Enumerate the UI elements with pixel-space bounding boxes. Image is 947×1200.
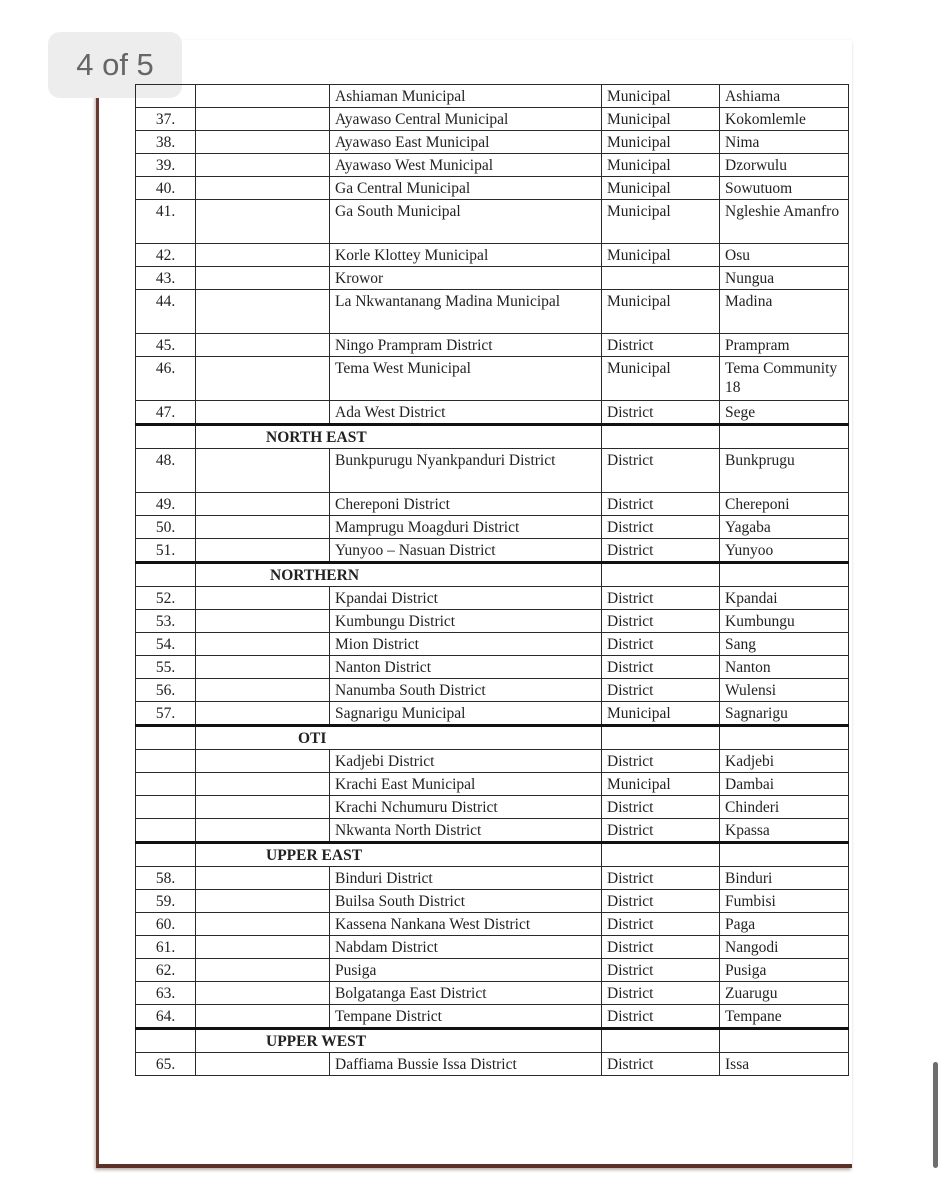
assembly-name-cell: Ada West District [330, 401, 602, 425]
region-heading: NORTHERN [196, 563, 602, 587]
district-capital-cell: Binduri [720, 867, 849, 890]
assembly-name-cell: Yunyoo – Nasuan District [330, 539, 602, 563]
row-number-cell [136, 773, 196, 796]
district-capital-cell: Yagaba [720, 516, 849, 539]
assembly-name-cell: Bunkpurugu Nyankpanduri District [330, 449, 602, 493]
blank-cell [196, 773, 330, 796]
row-number-cell: 61. [136, 936, 196, 959]
table-row [136, 493, 849, 516]
assembly-category-cell: District [602, 936, 720, 959]
assembly-category-cell: Municipal [602, 177, 720, 200]
district-capital-cell: Madina [720, 290, 849, 334]
district-capital-cell: Sagnarigu [720, 702, 849, 726]
row-number-cell: 54. [136, 633, 196, 656]
region-heading: UPPER WEST [196, 1029, 602, 1053]
table-row [136, 936, 849, 959]
assembly-category-cell: District [602, 796, 720, 819]
assembly-category-cell: District [602, 819, 720, 843]
district-capital-cell: Dambai [720, 773, 849, 796]
table-row [136, 656, 849, 679]
assembly-category-cell: District [602, 610, 720, 633]
assembly-category-cell: District [602, 633, 720, 656]
row-number-cell: 63. [136, 982, 196, 1005]
district-capital-cell: Kpassa [720, 819, 849, 843]
row-number-cell [136, 819, 196, 843]
assembly-name-cell: Bolgatanga East District [330, 982, 602, 1005]
row-number-cell [136, 796, 196, 819]
table-row [136, 85, 849, 108]
blank-cell [196, 959, 330, 982]
capital-cell [720, 843, 849, 867]
row-number-cell: 50. [136, 516, 196, 539]
row-number-cell: 40. [136, 177, 196, 200]
capital-cell [720, 563, 849, 587]
assembly-category-cell: District [602, 959, 720, 982]
assembly-name-cell: Ayawaso East Municipal [330, 131, 602, 154]
district-capital-cell: Sege [720, 401, 849, 425]
row-number-cell: 65. [136, 1053, 196, 1076]
district-capital-cell: Kokomlemle [720, 108, 849, 131]
table-row [136, 796, 849, 819]
assembly-category-cell: District [602, 982, 720, 1005]
row-number-cell: 58. [136, 867, 196, 890]
district-capital-cell: Chereponi [720, 493, 849, 516]
capital-cell [720, 1029, 849, 1053]
table-row [136, 539, 849, 563]
district-capital-cell: Yunyoo [720, 539, 849, 563]
blank-cell [196, 796, 330, 819]
blank-cell [196, 913, 330, 936]
blank-cell [196, 982, 330, 1005]
assembly-name-cell: Tema West Municipal [330, 357, 602, 401]
row-number-cell: 64. [136, 1005, 196, 1029]
district-capital-cell: Kumbungu [720, 610, 849, 633]
assembly-category-cell [602, 267, 720, 290]
table-row [136, 702, 849, 726]
assembly-category-cell: Municipal [602, 200, 720, 244]
blank-cell [196, 108, 330, 131]
assembly-name-cell: Mamprugu Moagduri District [330, 516, 602, 539]
row-number-cell: 39. [136, 154, 196, 177]
blank-cell [196, 334, 330, 357]
row-number-cell: 48. [136, 449, 196, 493]
blank-cell [196, 539, 330, 563]
row-number-cell: 56. [136, 679, 196, 702]
district-capital-cell: Zuarugu [720, 982, 849, 1005]
blank-cell [196, 633, 330, 656]
assembly-name-cell: Kpandai District [330, 587, 602, 610]
blank-cell [196, 154, 330, 177]
blank-cell [196, 493, 330, 516]
row-number-cell [136, 843, 196, 867]
district-capital-cell: Wulensi [720, 679, 849, 702]
region-heading: UPPER EAST [196, 843, 602, 867]
table-row [136, 516, 849, 539]
table-row [136, 1053, 849, 1076]
assembly-category-cell: Municipal [602, 108, 720, 131]
table-row [136, 108, 849, 131]
assembly-name-cell: Sagnarigu Municipal [330, 702, 602, 726]
district-capital-cell: Kpandai [720, 587, 849, 610]
table-row [136, 750, 849, 773]
row-number-cell [136, 425, 196, 449]
row-number-cell: 44. [136, 290, 196, 334]
assembly-name-cell: Nkwanta North District [330, 819, 602, 843]
table-row [136, 610, 849, 633]
blank-cell [196, 750, 330, 773]
category-cell [602, 726, 720, 750]
assembly-name-cell: Ayawaso Central Municipal [330, 108, 602, 131]
assembly-name-cell: Binduri District [330, 867, 602, 890]
assembly-name-cell: Ashiaman Municipal [330, 85, 602, 108]
row-number-cell: 53. [136, 610, 196, 633]
assembly-name-cell: Krachi Nchumuru District [330, 796, 602, 819]
assembly-category-cell: District [602, 334, 720, 357]
table-row [136, 334, 849, 357]
assembly-name-cell: La Nkwantanang Madina Municipal [330, 290, 602, 334]
category-cell [602, 843, 720, 867]
row-number-cell: 62. [136, 959, 196, 982]
assembly-category-cell: District [602, 913, 720, 936]
blank-cell [196, 516, 330, 539]
assembly-category-cell: District [602, 587, 720, 610]
row-number-cell: 60. [136, 913, 196, 936]
row-number-cell: 49. [136, 493, 196, 516]
table-row [136, 154, 849, 177]
blank-cell [196, 449, 330, 493]
row-number-cell: 55. [136, 656, 196, 679]
row-number-cell [136, 1029, 196, 1053]
blank-cell [196, 267, 330, 290]
assembly-category-cell: District [602, 867, 720, 890]
row-number-cell [136, 750, 196, 773]
assembly-category-cell: Municipal [602, 131, 720, 154]
blank-cell [196, 177, 330, 200]
table-row [136, 449, 849, 493]
table-row [136, 267, 849, 290]
region-section-row [136, 1029, 849, 1053]
assembly-category-cell: District [602, 1005, 720, 1029]
table-row [136, 177, 849, 200]
table-row [136, 633, 849, 656]
district-table-container [135, 84, 848, 1076]
assembly-category-cell: District [602, 401, 720, 425]
assembly-name-cell: Nanton District [330, 656, 602, 679]
table-row [136, 982, 849, 1005]
assembly-category-cell: District [602, 493, 720, 516]
row-number-cell: 46. [136, 357, 196, 401]
row-number-cell: 57. [136, 702, 196, 726]
table-row [136, 959, 849, 982]
district-capital-cell: Tema Community 18 [720, 357, 849, 401]
assembly-name-cell: Kumbungu District [330, 610, 602, 633]
district-capital-cell: Nima [720, 131, 849, 154]
row-number-cell: 42. [136, 244, 196, 267]
district-capital-cell: Paga [720, 913, 849, 936]
district-capital-cell: Dzorwulu [720, 154, 849, 177]
assembly-name-cell: Chereponi District [330, 493, 602, 516]
district-capital-cell: Issa [720, 1053, 849, 1076]
table-row [136, 1005, 849, 1029]
table-row [136, 679, 849, 702]
region-heading: OTI [196, 726, 602, 750]
assembly-name-cell: Ayawaso West Municipal [330, 154, 602, 177]
assembly-name-cell: Ga Central Municipal [330, 177, 602, 200]
row-number-cell: 52. [136, 587, 196, 610]
assembly-name-cell: Krowor [330, 267, 602, 290]
assembly-category-cell: District [602, 449, 720, 493]
assembly-name-cell: Ga South Municipal [330, 200, 602, 244]
assembly-category-cell: Municipal [602, 290, 720, 334]
blank-cell [196, 656, 330, 679]
blank-cell [196, 936, 330, 959]
blank-cell [196, 357, 330, 401]
assembly-category-cell: District [602, 1053, 720, 1076]
table-row [136, 913, 849, 936]
table-row [136, 867, 849, 890]
assembly-name-cell: Mion District [330, 633, 602, 656]
district-capital-cell: Kadjebi [720, 750, 849, 773]
district-capital-cell: Tempane [720, 1005, 849, 1029]
blank-cell [196, 1053, 330, 1076]
assembly-category-cell: District [602, 539, 720, 563]
blank-cell [196, 679, 330, 702]
district-capital-cell: Fumbisi [720, 890, 849, 913]
district-capital-cell: Chinderi [720, 796, 849, 819]
blank-cell [196, 610, 330, 633]
district-capital-cell: Ngleshie Amanfro [720, 200, 849, 244]
table-row [136, 200, 849, 244]
assembly-name-cell: Kassena Nankana West District [330, 913, 602, 936]
assembly-category-cell: Municipal [602, 357, 720, 401]
blank-cell [196, 85, 330, 108]
blank-cell [196, 290, 330, 334]
district-capital-cell: Sang [720, 633, 849, 656]
district-capital-cell: Bunkprugu [720, 449, 849, 493]
region-section-row [136, 726, 849, 750]
assembly-category-cell: Municipal [602, 85, 720, 108]
assembly-category-cell: District [602, 890, 720, 913]
assembly-category-cell: Municipal [602, 244, 720, 267]
region-section-row [136, 563, 849, 587]
assembly-category-cell: Municipal [602, 702, 720, 726]
blank-cell [196, 200, 330, 244]
capital-cell [720, 425, 849, 449]
assembly-name-cell: Daffiama Bussie Issa District [330, 1053, 602, 1076]
district-capital-cell: Nungua [720, 267, 849, 290]
table-row [136, 131, 849, 154]
category-cell [602, 563, 720, 587]
row-number-cell: 51. [136, 539, 196, 563]
assembly-name-cell: Kadjebi District [330, 750, 602, 773]
table-row [136, 587, 849, 610]
assembly-name-cell: Nabdam District [330, 936, 602, 959]
assembly-name-cell: Korle Klottey Municipal [330, 244, 602, 267]
table-row [136, 819, 849, 843]
page-indicator-text: 4 of 5 [76, 47, 154, 82]
row-number-cell: 43. [136, 267, 196, 290]
category-cell [602, 1029, 720, 1053]
blank-cell [196, 702, 330, 726]
district-capital-cell: Osu [720, 244, 849, 267]
blank-cell [196, 819, 330, 843]
region-section-row [136, 425, 849, 449]
row-number-cell [136, 726, 196, 750]
blank-cell [196, 867, 330, 890]
district-table-body [136, 85, 849, 1076]
blank-cell [196, 244, 330, 267]
blank-cell [196, 401, 330, 425]
district-capital-cell: Pusiga [720, 959, 849, 982]
assembly-category-cell: Municipal [602, 154, 720, 177]
assembly-category-cell: District [602, 679, 720, 702]
table-row [136, 357, 849, 401]
row-number-cell: 59. [136, 890, 196, 913]
row-number-cell [136, 563, 196, 587]
row-number-cell: 41. [136, 200, 196, 244]
blank-cell [196, 587, 330, 610]
assembly-category-cell: District [602, 750, 720, 773]
district-capital-cell: Sowutuom [720, 177, 849, 200]
row-number-cell: 45. [136, 334, 196, 357]
table-row [136, 773, 849, 796]
row-number-cell: 38. [136, 131, 196, 154]
blank-cell [196, 890, 330, 913]
district-capital-cell: Nangodi [720, 936, 849, 959]
district-capital-cell: Nanton [720, 656, 849, 679]
blank-cell [196, 131, 330, 154]
district-capital-cell: Prampram [720, 334, 849, 357]
row-number-cell: 37. [136, 108, 196, 131]
district-capital-cell: Ashiama [720, 85, 849, 108]
assembly-name-cell: Nanumba South District [330, 679, 602, 702]
table-row [136, 290, 849, 334]
capital-cell [720, 726, 849, 750]
table-row [136, 890, 849, 913]
assembly-category-cell: District [602, 656, 720, 679]
category-cell [602, 425, 720, 449]
row-number-cell [136, 85, 196, 108]
region-heading: NORTH EAST [196, 425, 602, 449]
blank-cell [196, 1005, 330, 1029]
scrollbar-thumb[interactable] [933, 1062, 938, 1168]
assembly-name-cell: Pusiga [330, 959, 602, 982]
assembly-category-cell: District [602, 516, 720, 539]
assembly-name-cell: Krachi East Municipal [330, 773, 602, 796]
row-number-cell: 47. [136, 401, 196, 425]
assembly-name-cell: Tempane District [330, 1005, 602, 1029]
district-table [135, 84, 849, 1076]
assembly-name-cell: Builsa South District [330, 890, 602, 913]
assembly-name-cell: Ningo Prampram District [330, 334, 602, 357]
region-section-row [136, 843, 849, 867]
assembly-category-cell: Municipal [602, 773, 720, 796]
table-row [136, 244, 849, 267]
table-row [136, 401, 849, 425]
